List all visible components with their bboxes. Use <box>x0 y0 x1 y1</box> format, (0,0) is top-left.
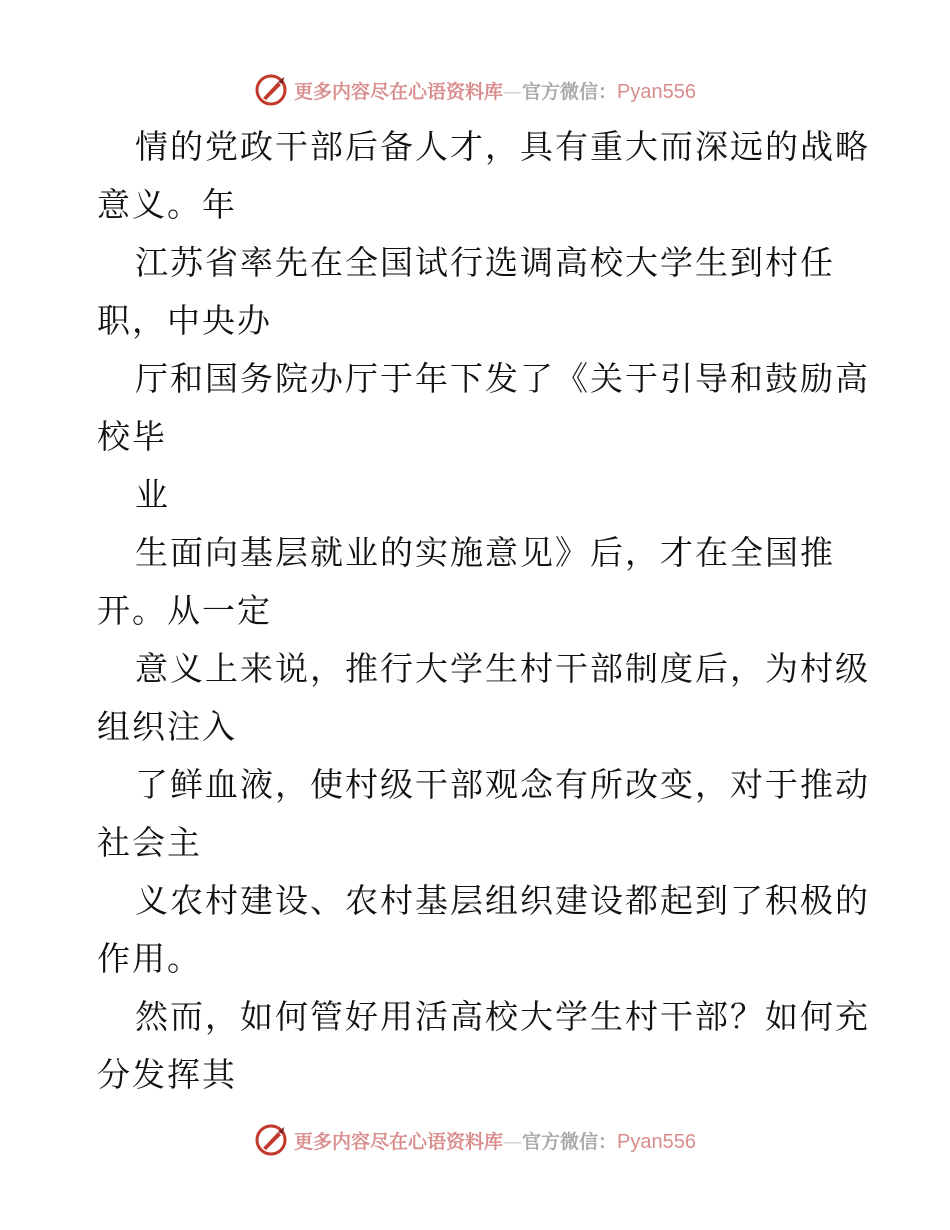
quill-logo-icon <box>254 73 288 107</box>
header-wechat-label: 官方微信： <box>522 80 618 103</box>
header-banner-inner <box>254 73 696 107</box>
header-wechat-id: Pyan556 <box>617 80 696 103</box>
body-line: 江苏省率先在全国试行选调高校大学生到村任 <box>135 243 835 282</box>
footer-banner-inner <box>254 1123 696 1157</box>
body-line: 生面向基层就业的实施意见》后，才在全国推 <box>135 533 835 572</box>
body-line: 校毕 <box>97 417 167 456</box>
body-line: 业 <box>135 475 170 514</box>
body-line: 然而，如何管好用活高校大学生村干部？如何充 <box>135 997 870 1036</box>
body-line: 意义。年 <box>97 185 237 224</box>
body-line: 了鲜血液，使村级干部观念有所改变，对于推动 <box>135 765 870 804</box>
body-line: 开。从一定 <box>97 591 272 630</box>
body-line: 厅和国务院办厅于年下发了《关于引导和鼓励高 <box>135 359 870 398</box>
body-line: 职，中央办 <box>97 301 272 340</box>
body-line: 情的党政干部后备人才，具有重大而深远的战略 <box>135 127 870 166</box>
footer-wechat-label: 官方微信： <box>522 1130 618 1153</box>
body-line: 组织注入 <box>97 707 237 746</box>
quill-logo-icon <box>254 1123 288 1157</box>
header-banner-text <box>294 77 696 104</box>
body-line: 义农村建设、农村基层组织建设都起到了积极的 <box>135 881 870 920</box>
footer-brand: 更多内容尽在心语资料库 <box>294 1130 504 1153</box>
footer-banner-text <box>294 1127 696 1154</box>
body-line: 意义上来说，推行大学生村干部制度后，为村级 <box>135 649 870 688</box>
header-brand: 更多内容尽在心语资料库 <box>294 80 504 103</box>
footer-wechat-id: Pyan556 <box>617 1130 696 1153</box>
body-line: 作用。 <box>97 939 202 978</box>
footer-banner <box>0 1120 950 1160</box>
header-banner <box>0 70 950 110</box>
footer-separator: — <box>503 1130 523 1153</box>
header-separator: — <box>503 80 523 103</box>
body-line: 社会主 <box>97 823 202 862</box>
body-line: 分发挥其 <box>97 1055 237 1094</box>
